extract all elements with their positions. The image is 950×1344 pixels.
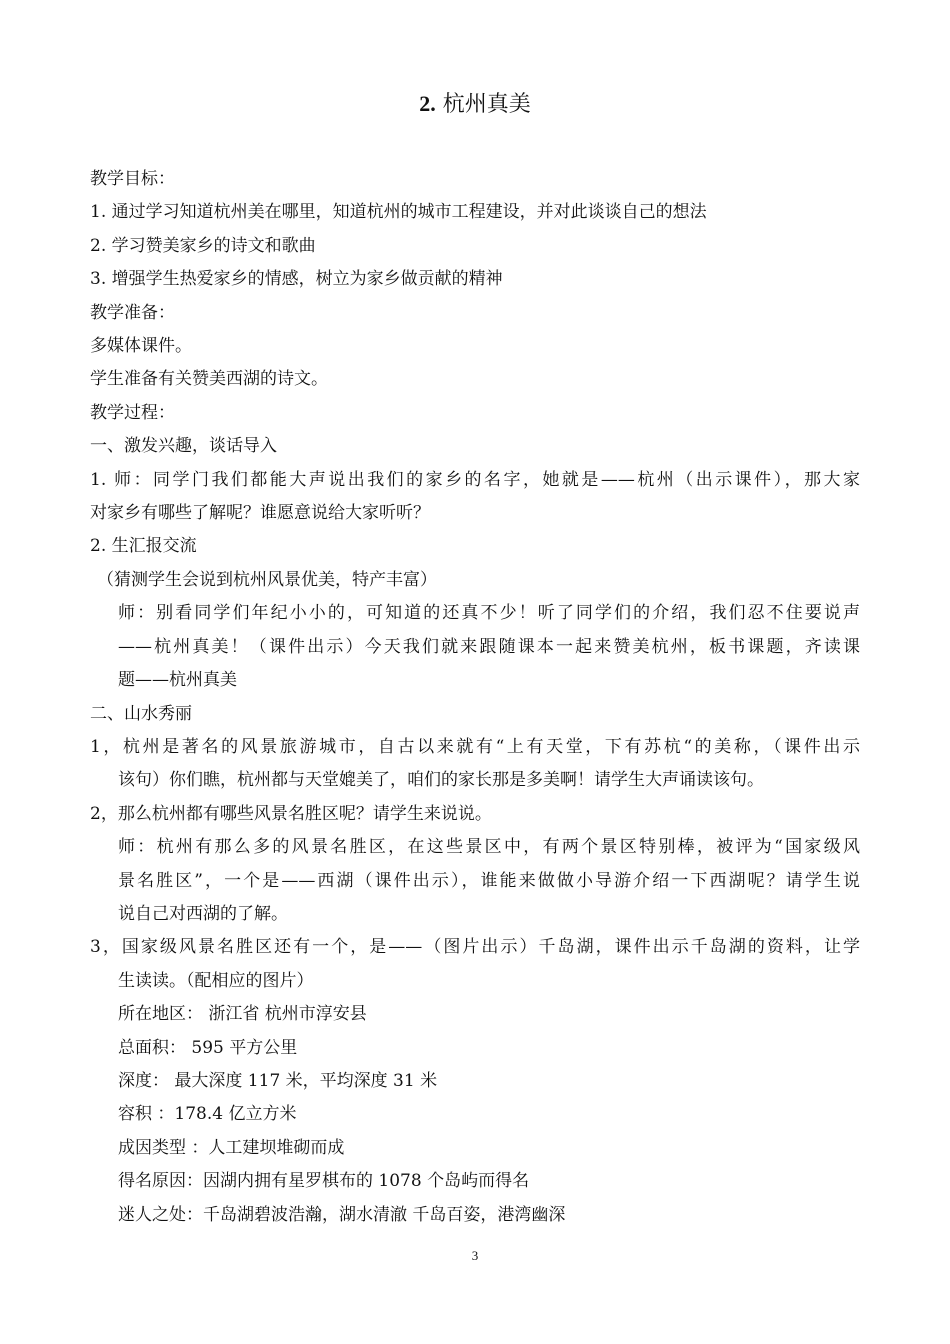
paragraph-line: 景名胜区”，一个是——西湖（课件出示），谁能来做做小导游介绍一下西湖呢？请学生说 <box>118 870 860 891</box>
paragraph-line: （猜测学生会说到杭州风景优美，特产丰富） <box>97 569 437 590</box>
goal-item-3: 3. 增强学生热爱家乡的情感，树立为家乡做贡献的精神 <box>90 269 503 290</box>
paragraph-line: 题——杭州真美 <box>118 670 237 691</box>
paragraph-line: 说自己对西湖的了解。 <box>118 903 288 924</box>
paragraph-line: 师：别看同学们年纪小小的，可知道的还真不少！听了同学们的介绍，我们忍不住要说声 <box>118 603 860 624</box>
section-heading-preparation: 教学准备： <box>90 302 175 323</box>
process-part-1-heading: 一、激发兴趣，谈话导入 <box>90 436 277 457</box>
paragraph-line: 3，国家级风景名胜区还有一个，是——（图片出示）千岛湖，课件出示千岛湖的资料，让学 <box>90 937 860 958</box>
section-heading-process: 教学过程： <box>90 402 175 423</box>
lake-info-name-reason: 得名原因：因湖内拥有星罗棋布的 1078 个岛屿而得名 <box>118 1171 530 1192</box>
lake-info-area: 总面积： 595 平方公里 <box>118 1037 298 1058</box>
paragraph-line: 1. 师：同学门我们都能大声说出我们的家乡的名字，她就是——杭州（出示课件），那大家 <box>90 469 860 490</box>
lake-info-location: 所在地区： 浙江省 杭州市淳安县 <box>118 1004 367 1025</box>
paragraph-line: 生读读。（配相应的图片） <box>118 970 314 991</box>
paragraph-line: 对家乡有哪些了解呢？谁愿意说给大家听听？ <box>90 503 430 524</box>
process-part-2-heading: 二、山水秀丽 <box>90 703 192 724</box>
lake-info-origin: 成因类型 ：人工建坝堆砌而成 <box>118 1137 345 1158</box>
goal-item-2: 2. 学习赞美家乡的诗文和歌曲 <box>90 235 316 256</box>
paragraph-line: 该句）你们瞧，杭州都与天堂媲美了，咱们的家长那是多美啊！请学生大声诵读该句。 <box>118 770 764 791</box>
preparation-item-2: 学生准备有关赞美西湖的诗文。 <box>90 369 328 390</box>
title-text: 杭州真美 <box>442 92 531 117</box>
section-heading-goals: 教学目标： <box>90 169 175 189</box>
goal-item-1: 1. 通过学习知道杭州美在哪里，知道杭州的城市工程建设，并对此谈谈自己的想法 <box>90 202 707 223</box>
paragraph-line: 师：杭州有那么多的风景名胜区，在这些景区中，有两个景区特别棒，被评为“国家级风 <box>118 837 860 858</box>
page-number: 3 <box>471 1248 479 1263</box>
paragraph-line: ——杭州真美！（课件出示）今天我们就来跟随课本一起来赞美杭州，板书课题，齐读课 <box>118 636 860 657</box>
lake-info-volume: 容积 ：178.4 亿立方米 <box>118 1104 297 1125</box>
lake-info-depth: 深度： 最大深度 117 米，平均深度 31 米 <box>118 1070 438 1091</box>
paragraph-line: 1，杭州是著名的风景旅游城市，自古以来就有“上有天堂，下有苏杭“的美称，（课件出示 <box>90 736 860 757</box>
paragraph-line: 2. 生汇报交流 <box>90 536 197 557</box>
paragraph-line: 2，那么杭州都有哪些风景名胜区呢？请学生来说说。 <box>90 803 492 824</box>
preparation-item-1: 多媒体课件。 <box>90 336 192 357</box>
lake-info-attraction: 迷人之处：千岛湖碧波浩瀚，湖水清澈 千岛百姿，港湾幽深 <box>118 1204 566 1225</box>
title-number: 2. <box>419 91 436 116</box>
page-title <box>0 88 950 121</box>
document-body <box>90 163 860 1232</box>
